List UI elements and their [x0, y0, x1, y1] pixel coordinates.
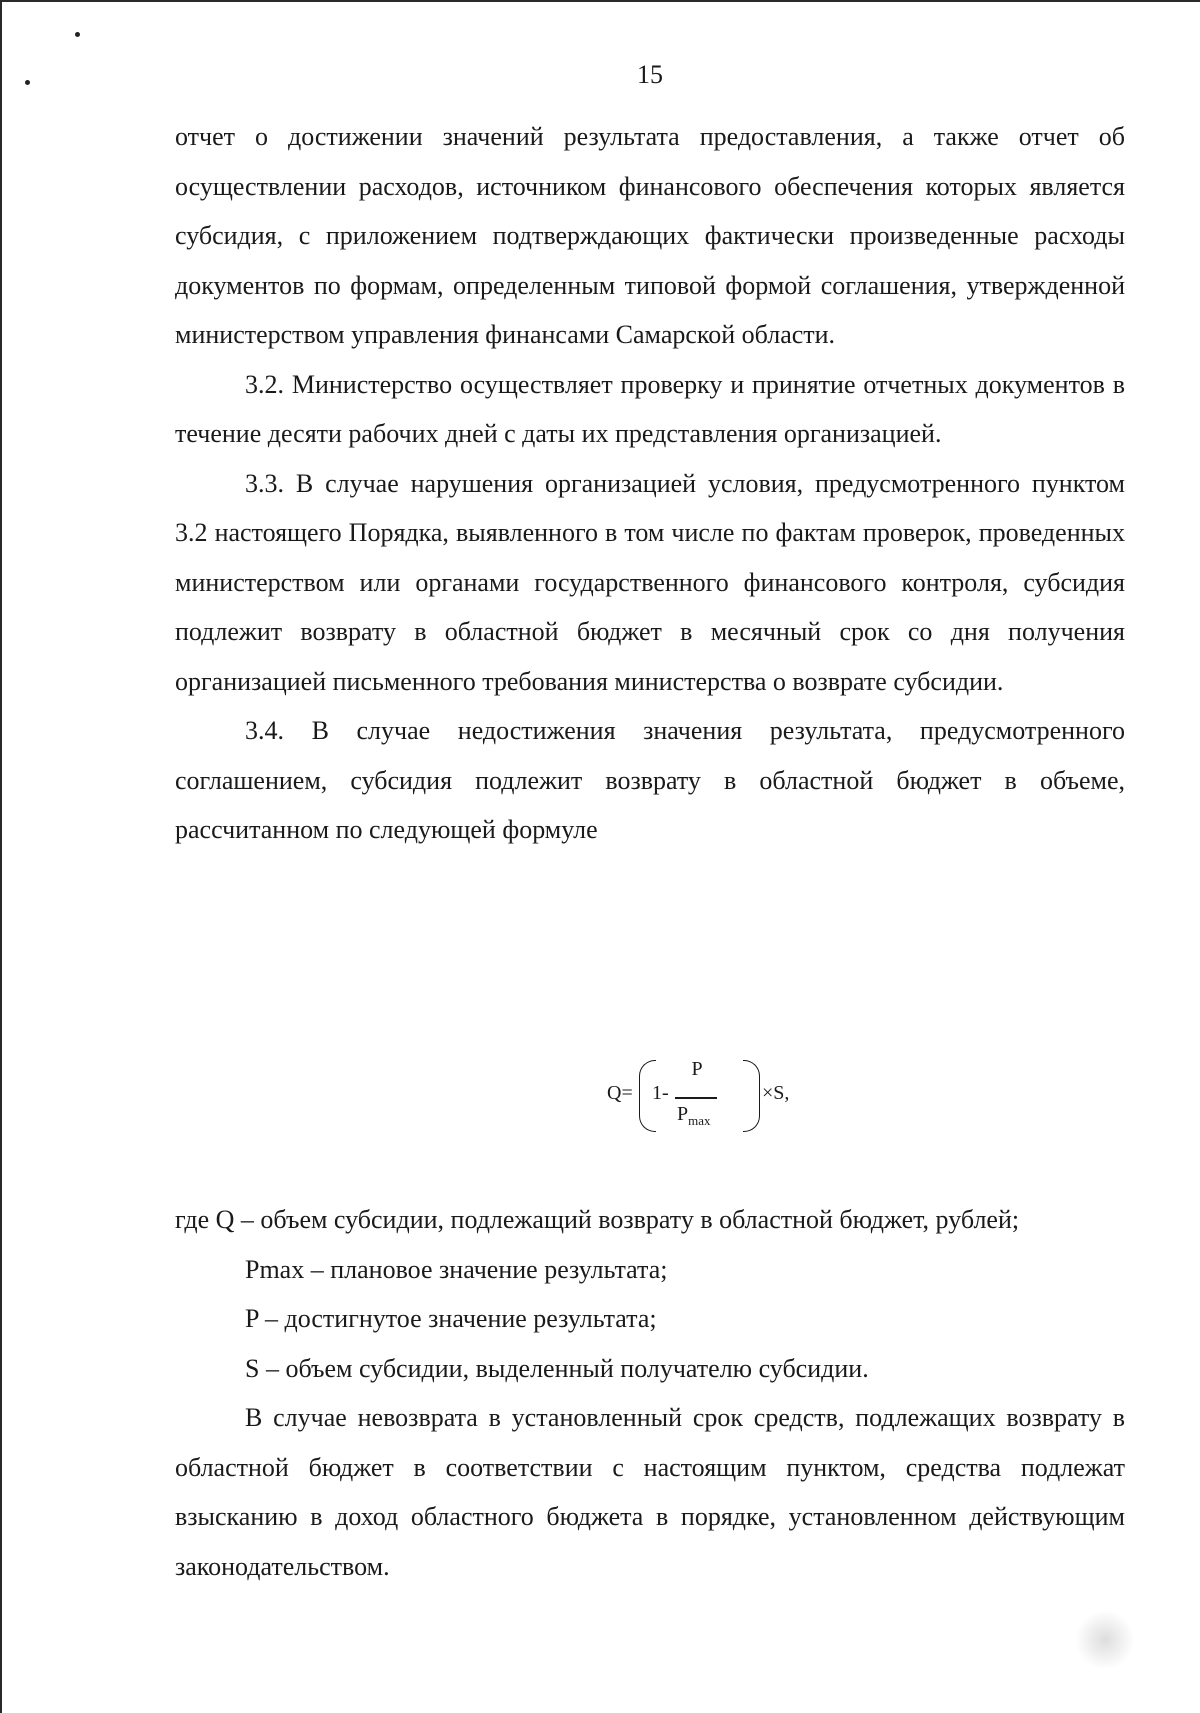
- body-text-top: [175, 112, 1125, 855]
- paragraph-3-2: 3.2. Министерство осуществляет проверку и принятие отчетных документов в течение десяти рабочих дней с даты их представления организацией.: [175, 369, 1125, 448]
- formula-right-paren: [743, 1060, 760, 1132]
- definition-s: S – объем субсидии, выделенный получателю субсидии.: [245, 1353, 869, 1383]
- paragraph-3-4: 3.4. В случае недостижения значения результата, предусмотренного соглашением, субсидия подлежит возврату в областной бюджет в объеме, рассчитанном по следующей формуле: [175, 716, 1125, 844]
- formula-denominator: [677, 1103, 711, 1129]
- definition-q: где Q – объем субсидии, подлежащий возврату в областной бюджет, рублей;: [175, 1205, 1020, 1234]
- formula-numerator: P: [691, 1058, 703, 1080]
- definition-pmax: Pmax – плановое значение результата;: [245, 1254, 668, 1284]
- definition-p: P – достигнутое значение результата;: [245, 1304, 657, 1333]
- formula-fraction-bar: [675, 1097, 717, 1099]
- formula-one-minus: 1-: [652, 1082, 669, 1104]
- formula: [600, 1052, 790, 1142]
- body-text-bottom: [175, 1195, 1125, 1591]
- scan-speck: [75, 32, 80, 37]
- formula-denominator-sub: max: [688, 1113, 711, 1128]
- formula-tail: ×S,: [762, 1082, 790, 1104]
- page-edge-top: [0, 0, 1200, 2]
- formula-denominator-base: P: [677, 1103, 689, 1125]
- page-edge-left: [0, 0, 2, 1713]
- paragraph-3-3: 3.3. В случае нарушения организацией условия, предусмотренного пунктом 3.2 настоящего Порядка, выявленного в том числе по фактам проверок, проведенных министерством или органами государственного финансового контроля, субсидия подлежит возврату в областной бюджет в месячный срок со дня получения организацией письменного требования министерства о возврате субсидии.: [175, 468, 1125, 696]
- scan-noise: [1075, 1610, 1135, 1670]
- paragraph-continuation: отчет о достижении значений результата предоставления, а также отчет об осуществлении расходов, источником финансового обеспечения которых является субсидия, с приложением подтверждающих фактически произведенные расходы документов по формам, определенным типовой формой соглашения, утвержденной министерством управления финансами Самарской области.: [175, 122, 1125, 349]
- formula-lhs: Q=: [607, 1082, 633, 1104]
- page-number: 15: [637, 60, 663, 89]
- paragraph-final: В случае невозврата в установленный срок средств, подлежащих возврату в областной бюджет в соответствии с настоящим пунктом, средства подлежат взысканию в доход областного бюджета в порядке, установленном действующим законодательством.: [175, 1403, 1125, 1581]
